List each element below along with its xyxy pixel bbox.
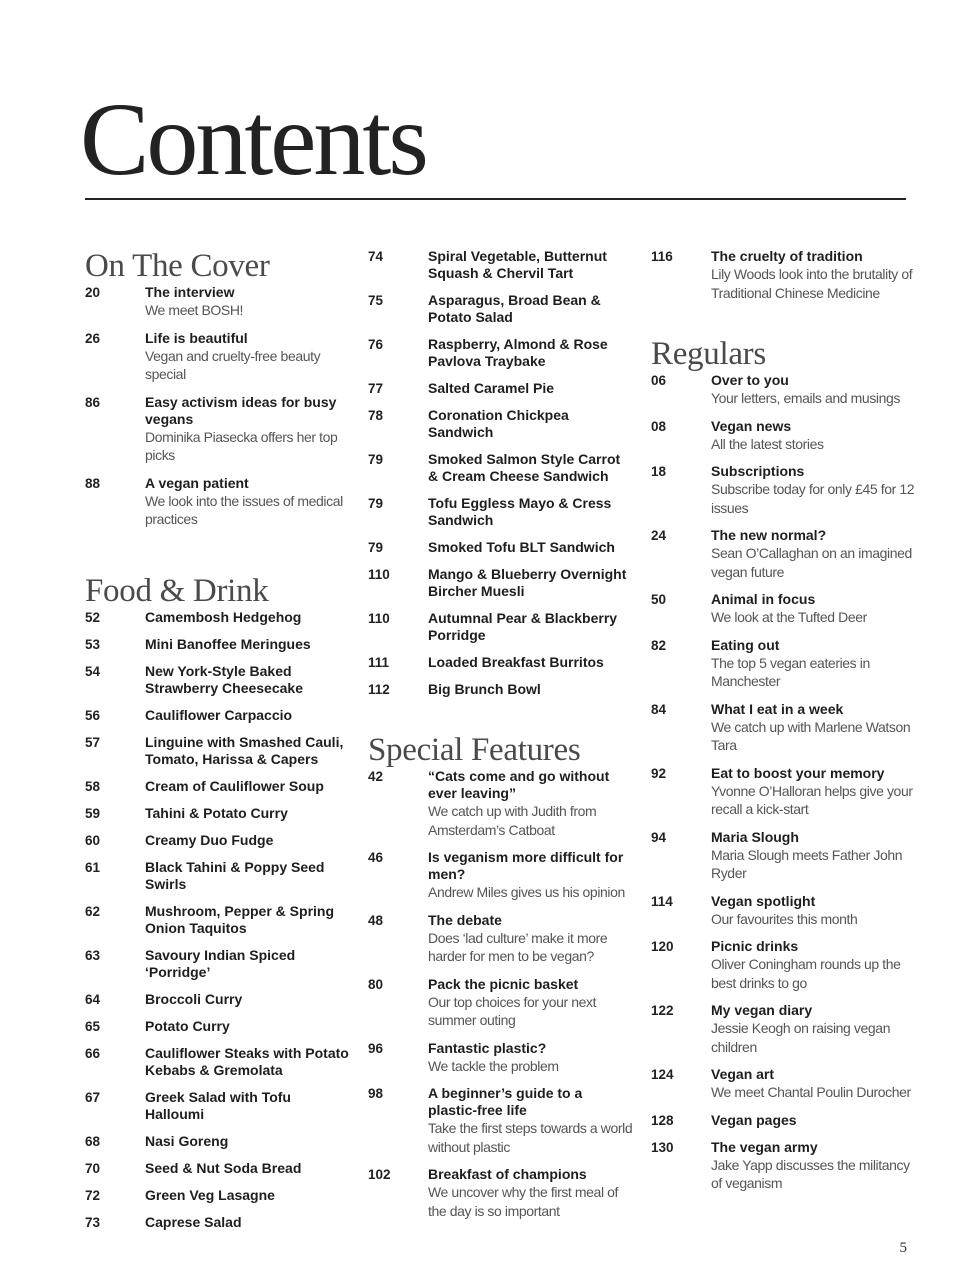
entry-body bbox=[711, 1066, 916, 1102]
entry-title: The vegan army bbox=[711, 1138, 818, 1155]
entry-title: “Cats come and go without ever leaving” bbox=[428, 768, 610, 801]
page-ref: 74 bbox=[368, 249, 384, 264]
entry-title: Smoked Salmon Style Carrot & Cream Cheese Sandwich bbox=[428, 451, 621, 484]
contents-entry bbox=[368, 1040, 633, 1076]
contents-entry bbox=[85, 707, 350, 724]
entry-body bbox=[428, 495, 633, 529]
entry-title: Linguine with Smashed Cauli, Tomato, Harissa & Capers bbox=[145, 733, 344, 767]
contents-entry bbox=[368, 407, 633, 441]
page-ref: 116 bbox=[651, 249, 673, 264]
page-ref: 64 bbox=[85, 991, 101, 1007]
page-ref: 60 bbox=[85, 832, 101, 848]
page-number: 5 bbox=[899, 1240, 907, 1256]
section-heading-special: Special Features bbox=[368, 732, 581, 768]
entry-title: Autumnal Pear & Blackberry Porridge bbox=[428, 610, 618, 643]
contents-entry bbox=[368, 912, 633, 966]
entry-body bbox=[711, 372, 916, 408]
contents-entry bbox=[368, 768, 633, 839]
entry-title: Cauliflower Carpaccio bbox=[145, 706, 293, 723]
entry-body bbox=[145, 663, 350, 697]
page-ref: 20 bbox=[85, 285, 101, 300]
entry-description: Maria Slough meets Father John Ryder bbox=[711, 846, 903, 881]
page-ref: 63 bbox=[85, 947, 101, 963]
contents-entry bbox=[651, 1002, 916, 1056]
entry-title: Cream of Cauliflower Soup bbox=[145, 777, 324, 794]
entry-body bbox=[428, 248, 633, 282]
contents-entry bbox=[368, 248, 633, 282]
section-heading-regulars: Regulars bbox=[651, 336, 766, 372]
page-ref: 122 bbox=[651, 1003, 674, 1018]
page-ref: 62 bbox=[85, 903, 101, 919]
page-title: Contents bbox=[80, 82, 426, 197]
entry-title: Creamy Duo Fudge bbox=[145, 831, 274, 848]
entry-body bbox=[145, 394, 350, 465]
page-ref: 112 bbox=[368, 682, 390, 697]
page-ref: 82 bbox=[651, 637, 667, 653]
entry-body bbox=[145, 991, 350, 1008]
entry-body bbox=[428, 610, 633, 644]
contents-entry bbox=[651, 1066, 916, 1102]
entry-title: Mini Banoffee Meringues bbox=[145, 635, 311, 652]
contents-entry bbox=[85, 859, 350, 893]
entry-description: Lily Woods look into the brutality of Traditional Chinese Medicine bbox=[711, 266, 913, 301]
entry-description: We catch up with Judith from Amsterdam’s Catboat bbox=[428, 803, 597, 838]
contents-entry bbox=[85, 903, 350, 937]
food-list-continued bbox=[368, 248, 633, 698]
contents-entry bbox=[85, 1133, 350, 1150]
page-ref: 114 bbox=[651, 893, 673, 909]
entry-title: Maria Slough bbox=[711, 828, 799, 845]
entry-body bbox=[711, 527, 916, 581]
entry-title: The cruelty of tradition bbox=[711, 248, 863, 264]
contents-entry bbox=[85, 1045, 350, 1079]
page-ref: 08 bbox=[651, 418, 667, 434]
contents-entry bbox=[85, 663, 350, 697]
page-ref: 42 bbox=[368, 769, 384, 784]
entry-title: Coronation Chickpea Sandwich bbox=[428, 407, 569, 440]
page-ref: 52 bbox=[85, 609, 101, 625]
page-ref: 18 bbox=[651, 464, 667, 479]
entry-title: A vegan patient bbox=[145, 474, 249, 491]
page-ref: 54 bbox=[85, 663, 101, 679]
contents-entry bbox=[368, 495, 633, 529]
page-ref: 58 bbox=[85, 778, 101, 794]
entry-title: Seed & Nut Soda Bread bbox=[145, 1159, 302, 1176]
page-ref: 24 bbox=[651, 528, 667, 543]
entry-title: Camembosh Hedgehog bbox=[145, 608, 302, 625]
column-2 bbox=[368, 248, 633, 1230]
page-ref: 50 bbox=[651, 592, 667, 607]
page-ref: 86 bbox=[85, 394, 101, 410]
entry-body bbox=[711, 637, 916, 691]
entry-body bbox=[711, 418, 916, 454]
contents-entry bbox=[651, 463, 916, 517]
entry-title: Savoury Indian Spiced ‘Porridge’ bbox=[145, 946, 296, 980]
page-ref: 84 bbox=[651, 701, 667, 717]
section-heading-food: Food & Drink bbox=[85, 572, 269, 609]
contents-entry bbox=[85, 832, 350, 849]
entry-body bbox=[428, 912, 633, 966]
entry-body bbox=[428, 566, 633, 600]
contents-entry bbox=[368, 380, 633, 397]
entry-title: Big Brunch Bowl bbox=[428, 681, 541, 697]
page-ref: 92 bbox=[651, 765, 667, 781]
entry-title: Spiral Vegetable, Butternut Squash & Chervil Tart bbox=[428, 248, 607, 281]
entry-body bbox=[428, 292, 633, 326]
entry-description: Subscribe today for only £45 for 12 issues bbox=[711, 481, 915, 516]
page-ref: 111 bbox=[368, 655, 390, 670]
page-ref: 128 bbox=[651, 1112, 674, 1128]
entry-description: Yvonne O’Halloran helps give your recall a kick-start bbox=[711, 782, 913, 817]
entry-body bbox=[145, 947, 350, 981]
page-ref: 79 bbox=[368, 452, 384, 467]
entry-title: Potato Curry bbox=[145, 1017, 230, 1034]
contents-entry bbox=[85, 1018, 350, 1035]
entry-description: We look into the issues of medical practices bbox=[145, 492, 343, 527]
entry-body bbox=[711, 1139, 916, 1193]
page-ref: 48 bbox=[368, 912, 384, 928]
entry-title: What I eat in a week bbox=[711, 700, 844, 717]
contents-entry bbox=[85, 991, 350, 1008]
entry-body bbox=[711, 1002, 916, 1056]
contents-entry bbox=[651, 893, 916, 929]
entry-title: Vegan spotlight bbox=[711, 892, 816, 909]
entry-title: Eating out bbox=[711, 636, 780, 653]
page-ref: 80 bbox=[368, 976, 384, 992]
contents-entry bbox=[651, 591, 916, 627]
page-ref: 06 bbox=[651, 373, 667, 388]
page-ref: 57 bbox=[85, 734, 101, 750]
entry-title: Over to you bbox=[711, 372, 789, 388]
entry-body bbox=[711, 463, 916, 517]
contents-entry bbox=[651, 418, 916, 454]
contents-entry bbox=[85, 1089, 350, 1123]
page-ref: 78 bbox=[368, 408, 384, 423]
entry-description: We tackle the problem bbox=[428, 1057, 559, 1074]
page-ref: 67 bbox=[85, 1089, 101, 1105]
contents-entry bbox=[651, 372, 916, 408]
entry-body bbox=[145, 475, 350, 529]
entry-title: Vegan pages bbox=[711, 1111, 797, 1128]
entry-description: Take the first steps towards a world without plastic bbox=[428, 1120, 633, 1155]
entry-title: Smoked Tofu BLT Sandwich bbox=[428, 539, 615, 555]
contents-entry bbox=[368, 849, 633, 902]
page-ref: 110 bbox=[368, 611, 390, 626]
entry-body bbox=[145, 805, 350, 822]
entry-body bbox=[145, 1187, 350, 1204]
contents-entry bbox=[85, 778, 350, 795]
entry-body bbox=[428, 380, 633, 397]
page-ref: 96 bbox=[368, 1040, 384, 1056]
page-ref: 72 bbox=[85, 1187, 101, 1203]
page-ref: 79 bbox=[368, 496, 384, 511]
entry-description: The top 5 vegan eateries in Manchester bbox=[711, 654, 870, 689]
entry-description: We meet Chantal Poulin Durocher bbox=[711, 1084, 911, 1100]
contents-entry bbox=[651, 527, 916, 581]
entry-body bbox=[145, 859, 350, 893]
entry-body bbox=[711, 1112, 916, 1129]
entry-description: Oliver Coningham rounds up the best drinks to go bbox=[711, 956, 901, 991]
contents-entry bbox=[651, 1139, 916, 1193]
column-1 bbox=[85, 248, 350, 1241]
entry-description: Jessie Keogh on raising vegan children bbox=[711, 1020, 891, 1055]
entry-title: Vegan art bbox=[711, 1066, 775, 1082]
contents-entry bbox=[368, 654, 633, 671]
contents-entry bbox=[85, 636, 350, 653]
entry-title: Tahini & Potato Curry bbox=[145, 804, 288, 821]
page-ref: 73 bbox=[85, 1214, 101, 1230]
page-ref: 102 bbox=[368, 1167, 391, 1182]
entry-body bbox=[145, 1133, 350, 1150]
entry-title: Mushroom, Pepper & Spring Onion Taquitos bbox=[145, 902, 335, 936]
page-ref: 68 bbox=[85, 1133, 101, 1149]
contents-entry bbox=[368, 976, 633, 1030]
entry-title: Tofu Eggless Mayo & Cress Sandwich bbox=[428, 495, 612, 528]
contents-entry bbox=[651, 1112, 916, 1129]
contents-entry bbox=[368, 610, 633, 644]
contents-entry bbox=[85, 1214, 350, 1231]
contents-entry bbox=[368, 451, 633, 485]
food-list bbox=[85, 609, 350, 1231]
contents-entry bbox=[85, 1187, 350, 1204]
entry-body bbox=[711, 591, 916, 627]
entry-description: We catch up with Marlene Watson Tara bbox=[711, 718, 911, 753]
page-ref: 70 bbox=[85, 1160, 101, 1176]
entry-title: Easy activism ideas for busy vegans bbox=[145, 393, 337, 427]
entry-body bbox=[428, 768, 633, 839]
contents-entry bbox=[651, 701, 916, 755]
page-ref: 79 bbox=[368, 540, 384, 555]
page-ref: 88 bbox=[85, 475, 101, 491]
contents-entry bbox=[368, 292, 633, 326]
entry-title: Asparagus, Broad Bean & Potato Salad bbox=[428, 292, 601, 325]
entry-title: Mango & Blueberry Overnight Bircher Muesli bbox=[428, 566, 627, 599]
page-ref: 56 bbox=[85, 707, 101, 723]
contents-entry bbox=[368, 539, 633, 556]
entry-body bbox=[428, 976, 633, 1030]
entry-body bbox=[145, 734, 350, 768]
entry-body bbox=[428, 336, 633, 370]
contents-entry bbox=[368, 1166, 633, 1220]
page-ref: 94 bbox=[651, 829, 667, 845]
entry-description: Our top choices for your next summer outing bbox=[428, 993, 597, 1028]
entry-body bbox=[145, 1045, 350, 1079]
entry-title: A beginner’s guide to a plastic-free life bbox=[428, 1085, 583, 1118]
entry-description: We uncover why the first meal of the day is so important bbox=[428, 1184, 619, 1219]
entry-title: Eat to boost your memory bbox=[711, 764, 885, 781]
entry-body bbox=[711, 829, 916, 883]
contents-entry bbox=[651, 248, 916, 302]
entry-body bbox=[145, 707, 350, 724]
page-ref: 98 bbox=[368, 1086, 384, 1101]
contents-entry bbox=[651, 765, 916, 819]
page-ref: 26 bbox=[85, 330, 101, 346]
entry-title: Greek Salad with Tofu Halloumi bbox=[145, 1088, 291, 1122]
entry-body bbox=[145, 636, 350, 653]
entry-body bbox=[711, 701, 916, 755]
entry-description: We look at the Tufted Deer bbox=[711, 609, 867, 625]
contents-entry bbox=[85, 1160, 350, 1177]
entry-body bbox=[428, 1166, 633, 1220]
entry-description: All the latest stories bbox=[711, 435, 824, 452]
entry-title: Picnic drinks bbox=[711, 938, 799, 954]
entry-title: Salted Caramel Pie bbox=[428, 380, 555, 396]
entry-title: The debate bbox=[428, 911, 502, 928]
entry-title: Animal in focus bbox=[711, 591, 816, 607]
entry-title: Caprese Salad bbox=[145, 1213, 242, 1230]
entry-title: Is veganism more difficult for men? bbox=[428, 849, 624, 882]
page-ref: 124 bbox=[651, 1067, 674, 1082]
contents-entry bbox=[85, 475, 350, 529]
column-3 bbox=[651, 248, 916, 1203]
contents-entry bbox=[368, 681, 633, 698]
entry-description: Dominika Piasecka offers her top picks bbox=[145, 428, 338, 463]
page-ref: 130 bbox=[651, 1139, 674, 1155]
entry-title: Loaded Breakfast Burritos bbox=[428, 654, 604, 670]
title-divider bbox=[85, 198, 906, 200]
contents-entry bbox=[85, 330, 350, 384]
entry-body bbox=[711, 938, 916, 992]
entry-body bbox=[711, 765, 916, 819]
entry-body bbox=[145, 1160, 350, 1177]
entry-body bbox=[711, 893, 916, 929]
page-ref: 53 bbox=[85, 636, 101, 652]
page-ref: 120 bbox=[651, 939, 674, 954]
entry-body bbox=[711, 248, 916, 302]
contents-entry bbox=[368, 336, 633, 370]
entry-body bbox=[145, 832, 350, 849]
page-ref: 110 bbox=[368, 567, 390, 582]
contents-entry bbox=[85, 805, 350, 822]
entry-body bbox=[145, 778, 350, 795]
entry-description: Vegan and cruelty-free beauty special bbox=[145, 347, 321, 382]
entry-title: Nasi Goreng bbox=[145, 1132, 229, 1149]
page-ref: 66 bbox=[85, 1045, 101, 1061]
entry-body bbox=[145, 1214, 350, 1231]
entry-body bbox=[145, 609, 350, 626]
entry-description: Andrew Miles gives us his opinion bbox=[428, 884, 625, 900]
entry-description: Sean O’Callaghan on an imagined vegan future bbox=[711, 545, 912, 580]
entry-title: Breakfast of champions bbox=[428, 1166, 587, 1182]
contents-entry bbox=[651, 829, 916, 883]
entry-description: We meet BOSH! bbox=[145, 302, 244, 318]
entry-body bbox=[428, 451, 633, 485]
entry-body bbox=[428, 681, 633, 698]
special-list bbox=[368, 768, 633, 1220]
contents-entry bbox=[85, 609, 350, 626]
entry-body bbox=[428, 1085, 633, 1156]
page-ref: 75 bbox=[368, 293, 384, 308]
entry-title: Fantastic plastic? bbox=[428, 1039, 547, 1056]
contents-entry bbox=[85, 734, 350, 768]
contents-entry bbox=[651, 637, 916, 691]
contents-entry bbox=[368, 566, 633, 600]
regulars-list bbox=[651, 372, 916, 1193]
section-heading-cover: On The Cover bbox=[85, 248, 270, 284]
entry-body bbox=[145, 284, 350, 320]
entry-title: The interview bbox=[145, 284, 235, 300]
entry-body bbox=[428, 849, 633, 902]
page-ref: 59 bbox=[85, 805, 101, 821]
entry-title: My vegan diary bbox=[711, 1002, 813, 1018]
contents-entry bbox=[85, 394, 350, 465]
special-list-continued bbox=[651, 248, 916, 302]
entry-title: Black Tahini & Poppy Seed Swirls bbox=[145, 858, 325, 892]
entry-body bbox=[428, 1040, 633, 1076]
page-ref: 65 bbox=[85, 1018, 101, 1034]
page-ref: 46 bbox=[368, 850, 384, 865]
entry-title: New York-Style Baked Strawberry Cheesecake bbox=[145, 662, 303, 696]
entry-title: Green Veg Lasagne bbox=[145, 1186, 275, 1203]
page-ref: 77 bbox=[368, 381, 384, 396]
cover-list bbox=[85, 284, 350, 529]
entry-title: Vegan news bbox=[711, 417, 792, 434]
entry-title: Cauliflower Steaks with Potato Kebabs & Gremolata bbox=[145, 1044, 349, 1078]
entry-title: Subscriptions bbox=[711, 463, 805, 479]
entry-body bbox=[145, 1018, 350, 1035]
entry-description: Jake Yapp discusses the militancy of veganism bbox=[711, 1156, 910, 1191]
entry-title: Raspberry, Almond & Rose Pavlova Traybake bbox=[428, 336, 608, 369]
page-ref: 61 bbox=[85, 859, 101, 875]
entry-title: The new normal? bbox=[711, 527, 827, 543]
entry-description: Your letters, emails and musings bbox=[711, 390, 901, 406]
entry-title: Life is beautiful bbox=[145, 329, 248, 346]
entry-body bbox=[428, 654, 633, 671]
entry-body bbox=[145, 1089, 350, 1123]
entry-body bbox=[145, 903, 350, 937]
entry-description: Our favourites this month bbox=[711, 910, 858, 927]
contents-entry bbox=[85, 947, 350, 981]
entry-body bbox=[145, 330, 350, 384]
contents-entry bbox=[651, 938, 916, 992]
entry-title: Pack the picnic basket bbox=[428, 975, 579, 992]
entry-description: Does ‘lad culture’ make it more harder for men to be vegan? bbox=[428, 929, 608, 964]
entry-body bbox=[428, 407, 633, 441]
entry-title: Broccoli Curry bbox=[145, 990, 243, 1007]
page-ref: 76 bbox=[368, 337, 384, 352]
entry-body bbox=[428, 539, 633, 556]
contents-entry bbox=[368, 1085, 633, 1156]
contents-entry bbox=[85, 284, 350, 320]
